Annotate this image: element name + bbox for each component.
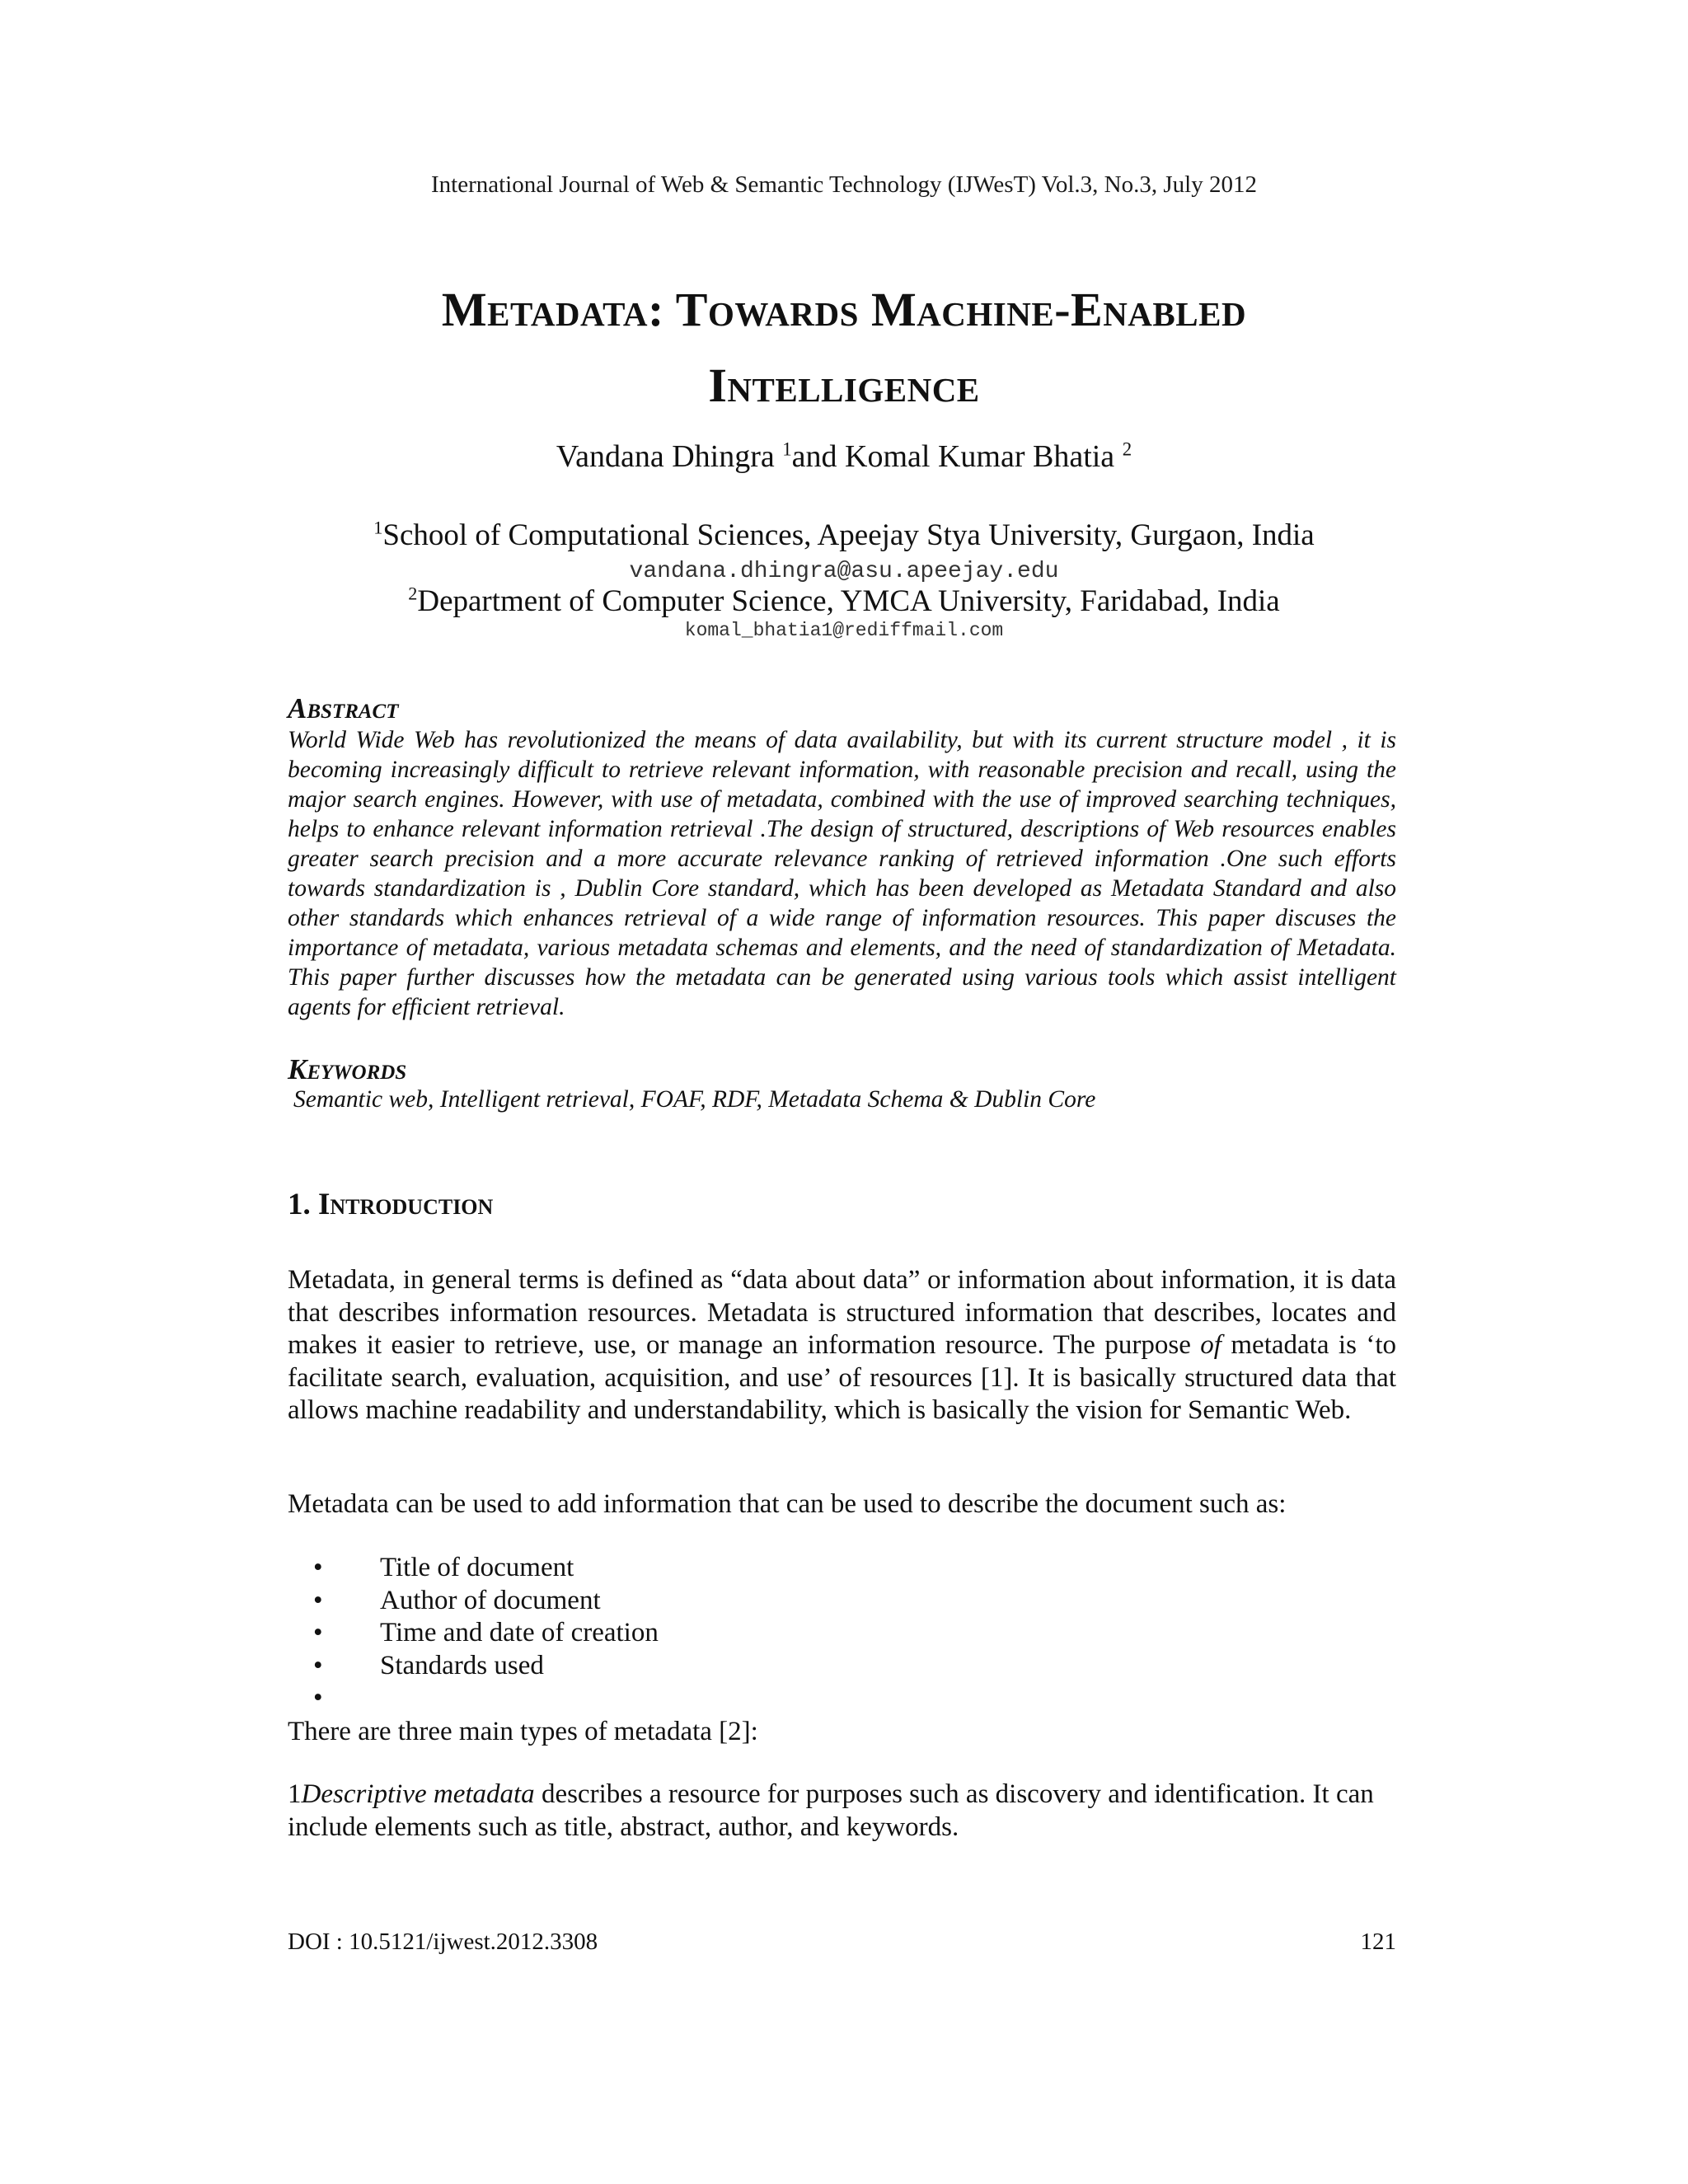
- title-line-2: Intelligence: [708, 359, 980, 412]
- list-item: [313, 1617, 659, 1650]
- bullet-icon: •: [313, 1553, 323, 1582]
- list-item: [313, 1682, 659, 1715]
- metadata-bullet-list: [313, 1552, 659, 1715]
- intro-paragraph-2: Metadata can be used to add information that can be used to describe the document such as:: [288, 1489, 1287, 1519]
- author-1-affil-mark: 1: [782, 438, 792, 460]
- list-item-text: Title of document: [380, 1553, 574, 1582]
- keywords-heading: Keywords: [288, 1053, 407, 1085]
- abstract-text: World Wide Web has revolutionized the means of data availability, but with its current structure model , it is becoming increasingly difficult to retrieve relevant information, with reasonable precision and recall, using the major search engines. However, with use of metadata, combined with the use of improved searching techniques, helps to enhance relevant information retrieval .The design of structured, descriptions of Web resources enables greater search precision and a more accurate relevance ranking of retrieved information .One such efforts towards standardization is , Dublin Core standard, which has been developed as Metadata Standard and also other standards which enhances retrieval of a wide range of information resources. This paper discuses the importance of metadata, various metadata schemas and elements, and the need of standardization of Metadata. This paper further discusses how the metadata can be generated using various tools which assist intelligent agents for efficient retrieval.: [288, 727, 1396, 1020]
- running-head: International Journal of Web & Semantic Technology (IJWesT) Vol.3, No.3, July 2012: [431, 171, 1257, 198]
- title-line-1: Metadata: Towards Machine-Enabled: [441, 283, 1247, 336]
- introduction-heading: 1. Introduction: [288, 1188, 494, 1221]
- intro-paragraph-1-part-b: metadata is ‘to facilitate search, evaluation, acquisition, and use’ of resources [1]. It is basically structured data that allows machine readability and understandability, which is basically the vision for Semantic Web.: [288, 1330, 1396, 1425]
- affiliation-2-text: Department of Computer Science, YMCA University, Faridabad, India: [417, 584, 1280, 618]
- bullet-icon: •: [313, 1618, 323, 1647]
- intro-paragraph-1-part-a: Metadata, in general terms is defined as “data about data” or information about information, it is data that describes information resources. Metadata is structured information that describes, locates and makes it easier to retrieve, use, or manage an information resource. The purpose: [288, 1265, 1396, 1360]
- list-item: [313, 1585, 659, 1618]
- intro-paragraph-1-italic: of: [1200, 1330, 1221, 1360]
- affiliation-2-mark: 2: [408, 583, 418, 604]
- intro-paragraph-4-rest: describes a resource for purposes such as discovery and identification. It can include elements such as title, abstract, author, and keywords.: [288, 1779, 1374, 1842]
- author-2: and Komal Kumar Bhatia: [791, 439, 1123, 474]
- list-item-text: Author of document: [380, 1585, 601, 1615]
- keywords-text: Semantic web, Intelligent retrieval, FOAF, RDF, Metadata Schema & Dublin Core: [293, 1086, 1096, 1113]
- author-2-affil-mark: 2: [1122, 438, 1132, 460]
- author-1: Vandana Dhingra: [556, 439, 783, 474]
- doi-footer: DOI : 10.5121/ijwest.2012.3308: [288, 1929, 598, 1955]
- bullet-icon: •: [313, 1683, 323, 1713]
- bullet-icon: •: [313, 1585, 323, 1615]
- list-item-text: Standards used: [380, 1650, 544, 1680]
- intro-paragraph-1: [288, 1264, 1396, 1427]
- abstract-heading: Abstract: [288, 692, 399, 724]
- affiliation-2: [0, 583, 1688, 619]
- affiliation-2-email: komal_bhatia1@rediffmail.com: [684, 620, 1004, 641]
- affiliation-1-text: School of Computational Sciences, Apeejay Stya University, Gurgaon, India: [382, 518, 1315, 552]
- intro-paragraph-3: There are three main types of metadata [2]:: [288, 1717, 758, 1746]
- affiliation-1: [0, 518, 1688, 553]
- author-list: [0, 438, 1688, 475]
- paper-title: [247, 272, 1441, 424]
- intro-paragraph-4-number: 1: [288, 1779, 302, 1809]
- list-item: [313, 1552, 659, 1585]
- affiliation-1-email: vandana.dhingra@asu.apeejay.edu: [629, 559, 1059, 584]
- page-number: 121: [1360, 1929, 1396, 1955]
- list-item-text: Time and date of creation: [380, 1618, 659, 1647]
- list-item: [313, 1650, 659, 1683]
- intro-paragraph-4-italic: Descriptive metadata: [301, 1779, 535, 1809]
- bullet-icon: •: [313, 1650, 323, 1680]
- affiliation-1-mark: 1: [373, 517, 383, 538]
- intro-paragraph-4: [288, 1779, 1396, 1844]
